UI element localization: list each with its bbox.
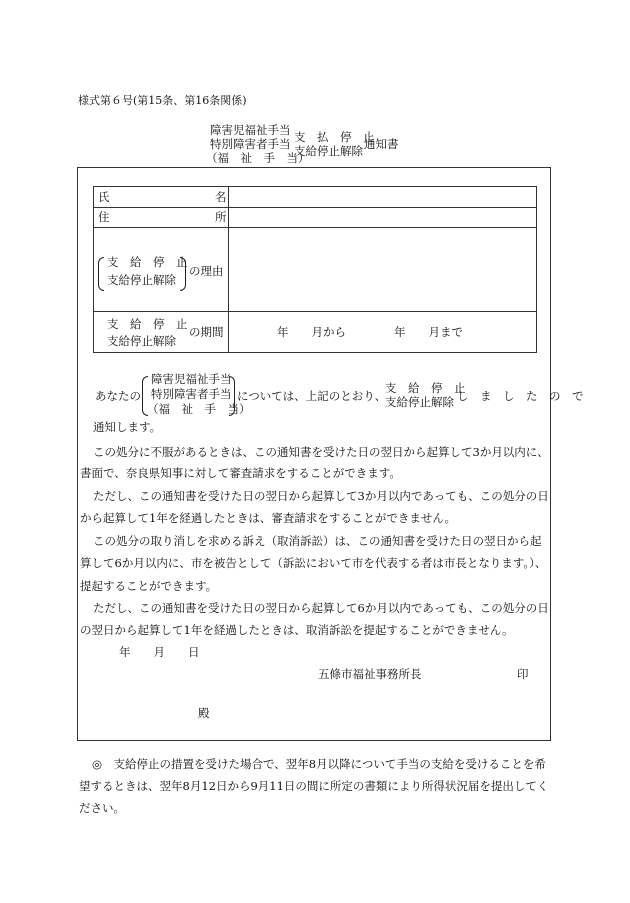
lawsuit-paragraph-1-line-2: 算して6か月以内に、市を被告として（訴訟において市を代表する者は市長となります。）、 <box>80 556 547 570</box>
period-option-suspend: 支 給 停 止 <box>107 317 188 331</box>
appeal-paragraph-2-line-1: ただし、この通知書を受けた日の翌日から起算して3か月以内であっても、この処分の日 <box>93 489 549 503</box>
address-field[interactable] <box>230 208 534 226</box>
form-number-caption: 様式第６号(第15条、第16条関係) <box>78 94 247 107</box>
intro-allowance-3: （福 祉 手 当） <box>147 402 251 416</box>
title-action-2: 支給停止解除 <box>294 144 363 158</box>
document-title <box>0 0 630 170</box>
intro-allowance-1: 障害児福祉手当 <box>151 372 232 386</box>
reason-option-suspend: 支 給 停 止 <box>107 255 188 269</box>
period-label-suffix: の期間 <box>189 325 224 339</box>
lawsuit-paragraph-2-line-2: の翌日から起算して1年を経過したときは、取消訴訟を提起することができません。 <box>80 623 514 637</box>
bracket-left <box>98 257 104 291</box>
seal-mark: 印 <box>517 667 529 681</box>
title-allowance-3: （福 祉 手 当） <box>206 151 310 165</box>
name-label-a: 氏 <box>98 190 110 204</box>
notice-line-2: 望するときは、翌年8月12日から9月11日の間に所定の書類により所得状況届を提出してく <box>79 779 549 793</box>
intro-action-1: 支 給 停 止 <box>385 381 466 395</box>
address-label-a: 住 <box>98 210 110 224</box>
lawsuit-paragraph-1-line-1: この処分の取り消しを求める訴え（取消訴訟）は、この通知書を受けた日の翌日から起 <box>93 534 542 548</box>
title-suffix: 通知書 <box>364 137 399 151</box>
reason-option-resume: 支給停止解除 <box>107 273 176 287</box>
period-from: 年 月から <box>277 325 346 339</box>
table-row-divider <box>94 311 536 312</box>
lawsuit-paragraph-2-line-1: ただし、この通知書を受けた日の翌日から起算して6か月以内であっても、この処分の日 <box>93 601 549 615</box>
addressee-honorific: 殿 <box>198 706 210 720</box>
intro-end: し ま し た の で <box>457 389 584 403</box>
address-label-b: 所 <box>215 210 227 224</box>
lawsuit-paragraph-1-line-3: 提起することができます。 <box>80 579 218 593</box>
reason-label-suffix: の理由 <box>189 264 224 278</box>
title-allowance-1: 障害児福祉手当 <box>210 123 291 137</box>
notify-line: 通知します。 <box>93 420 162 434</box>
bracket-right <box>180 257 186 291</box>
name-label-b: 名 <box>215 190 227 204</box>
info-table <box>93 186 537 353</box>
appeal-paragraph-1-line-1: この処分に不服があるときは、この通知書を受けた日の翌日から起算して3か月以内に、 <box>93 445 549 459</box>
intro-prefix: あなたの <box>95 389 141 403</box>
period-to: 年 月まで <box>394 325 463 339</box>
period-option-resume: 支給停止解除 <box>107 334 176 348</box>
appeal-paragraph-1-line-2: 書面で、奈良県知事に対して審査請求をすることができます。 <box>80 466 401 480</box>
notice-line-1: ◎ 支給停止の措置を受けた場合で、翌年8月以降について手当の支給を受けることを希 <box>92 757 546 771</box>
bracket-right <box>229 376 235 416</box>
issuer-name: 五條市福祉事務所長 <box>318 667 422 681</box>
intro-allowance-2: 特別障害者手当 <box>151 387 232 401</box>
name-field[interactable] <box>230 188 534 206</box>
issue-date: 年 月 日 <box>119 645 200 659</box>
intro-action-2: 支給停止解除 <box>385 395 454 409</box>
notice-line-3: ださい。 <box>79 801 125 815</box>
title-allowance-2: 特別障害者手当 <box>210 137 291 151</box>
title-action-1: 支 払 停 止 <box>294 130 375 144</box>
table-column-divider <box>228 187 229 352</box>
appeal-paragraph-2-line-2: から起算して1年を経過したときは、審査請求をすることができません。 <box>80 511 457 525</box>
intro-middle: については、上記のとおり、 <box>237 389 387 403</box>
reason-field[interactable] <box>230 228 534 310</box>
